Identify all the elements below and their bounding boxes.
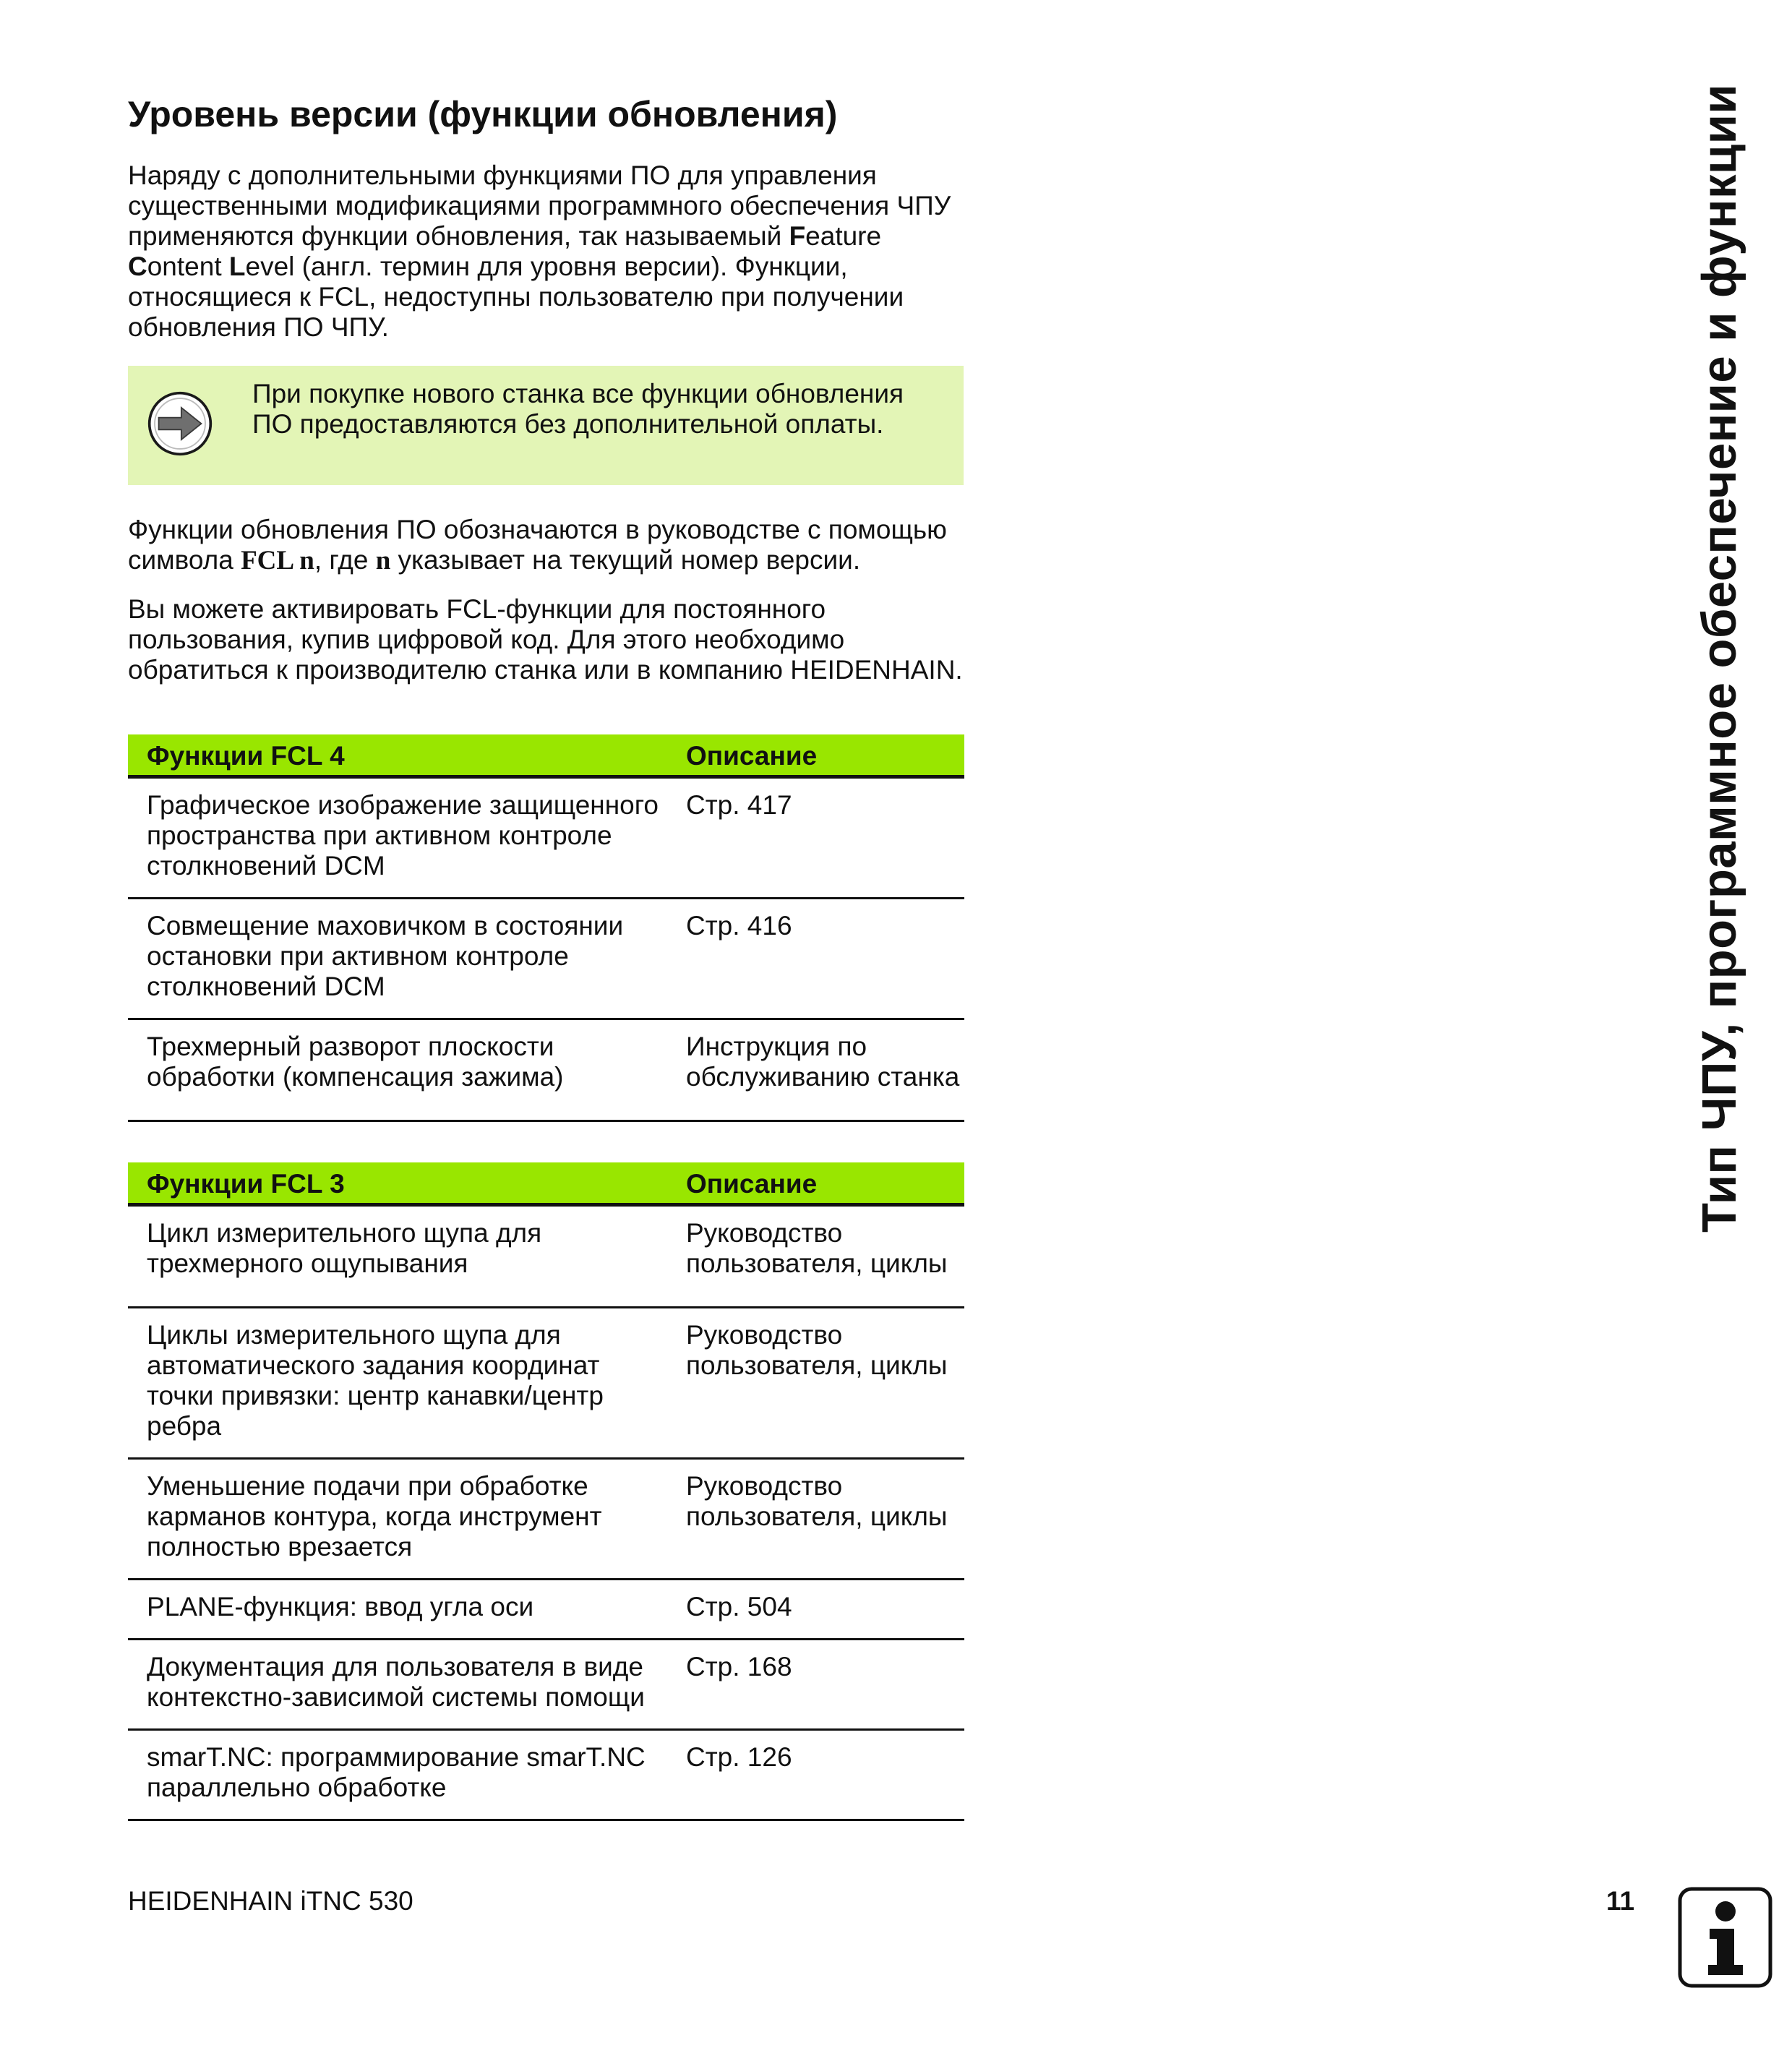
symbol-paragraph <box>128 515 981 576</box>
table-cell-description: Стр. 416 <box>667 899 964 1019</box>
table-cell-description: Руководство пользователя, циклы <box>667 1205 964 1308</box>
table-cell-description: Инструкция по обслуживанию станка <box>667 1019 964 1121</box>
table-cell-function: Цикл измерительного щупа для трехмерного ощупывания <box>128 1205 667 1308</box>
table-row <box>128 1205 964 1308</box>
fcl4-header-functions: Функции FCL 4 <box>128 734 667 777</box>
activate-paragraph: Вы можете активировать FCL-функции для постоянного пользования, купив цифровой код. Для этого необходимо обратиться к производителю станка или в компанию HEIDENHAIN. <box>128 594 963 685</box>
arrow-right-icon <box>147 390 213 457</box>
table-cell-function: smarT.NC: программирование smarT.NC параллельно обработке <box>128 1730 667 1820</box>
fcl-symbol: FCL n <box>241 546 314 575</box>
table-header-row <box>128 734 964 777</box>
table-cell-description: Стр. 417 <box>667 777 964 899</box>
table-row <box>128 1640 964 1730</box>
fcl4-header-description: Описание <box>667 734 964 777</box>
intro-text-3: ontent <box>147 252 229 281</box>
table-cell-function: Документация для пользователя в виде контекстно-зависимой системы помощи <box>128 1640 667 1730</box>
table-row <box>128 777 964 899</box>
fcl4-table <box>128 734 964 1122</box>
table-row <box>128 1580 964 1640</box>
intro-letter-f: F <box>789 221 806 251</box>
table-row <box>128 1730 964 1820</box>
intro-text-1: Наряду с дополнительными функциями ПО для управления существенными модификациями программного обеспечения ЧПУ применяются функции обновления, так называемый <box>128 160 951 251</box>
symbol-text-1: Функции обновления ПО обозначаются в руководстве с помощью символа <box>128 515 947 575</box>
info-icon <box>1678 1887 1772 1988</box>
table-row <box>128 1019 964 1121</box>
intro-paragraph <box>128 160 981 343</box>
table-cell-function: Совмещение маховичком в состоянии остановки при активном контроле столкновений DCM <box>128 899 667 1019</box>
table-cell-description: Стр. 126 <box>667 1730 964 1820</box>
table-cell-description: Руководство пользователя, циклы <box>667 1459 964 1580</box>
side-chapter-title: Тип ЧПУ, программное обеспечение и функции <box>1692 83 1746 1233</box>
table-row <box>128 1308 964 1459</box>
intro-text-2: eature <box>805 221 882 251</box>
page-title: Уровень версии (функции обновления) <box>128 94 838 134</box>
page-number: 11 <box>1606 1886 1635 1916</box>
table-cell-description: Руководство пользователя, циклы <box>667 1308 964 1459</box>
table-cell-function: Уменьшение подачи при обработке карманов контура, когда инструмент полностью врезается <box>128 1459 667 1580</box>
version-symbol: n <box>375 546 391 575</box>
note-box <box>128 366 964 485</box>
table-cell-function: Трехмерный разворот плоскости обработки (компенсация зажима) <box>128 1019 667 1121</box>
symbol-text-2: , где <box>314 545 376 575</box>
intro-letter-l: L <box>228 252 246 281</box>
table-row <box>128 899 964 1019</box>
table-row <box>128 1459 964 1580</box>
fcl3-table <box>128 1162 964 1821</box>
table-cell-function: Циклы измерительного щупа для автоматического задания координат точки привязки: центр канавки/центр ребра <box>128 1308 667 1459</box>
table-header-row <box>128 1162 964 1205</box>
table-cell-function: PLANE-функция: ввод угла оси <box>128 1580 667 1640</box>
fcl3-header-description: Описание <box>667 1162 964 1205</box>
table-cell-description: Стр. 504 <box>667 1580 964 1640</box>
fcl3-header-functions: Функции FCL 3 <box>128 1162 667 1205</box>
note-text: При покупке нового станка все функции обновления ПО предоставляются без дополнительной оплаты. <box>252 379 904 439</box>
intro-letter-c: C <box>128 252 147 281</box>
symbol-text-3: указывает на текущий номер версии. <box>390 545 861 575</box>
table-cell-description: Стр. 168 <box>667 1640 964 1730</box>
intro-text-4: evel (англ. термин для уровня версии). Функции, относящиеся к FCL, недоступны пользователю при получении обновления ПО ЧПУ. <box>128 252 904 342</box>
footer-product: HEIDENHAIN iTNC 530 <box>128 1886 413 1916</box>
table-cell-function: Графическое изображение защищенного пространства при активном контроле столкновений DCM <box>128 777 667 899</box>
